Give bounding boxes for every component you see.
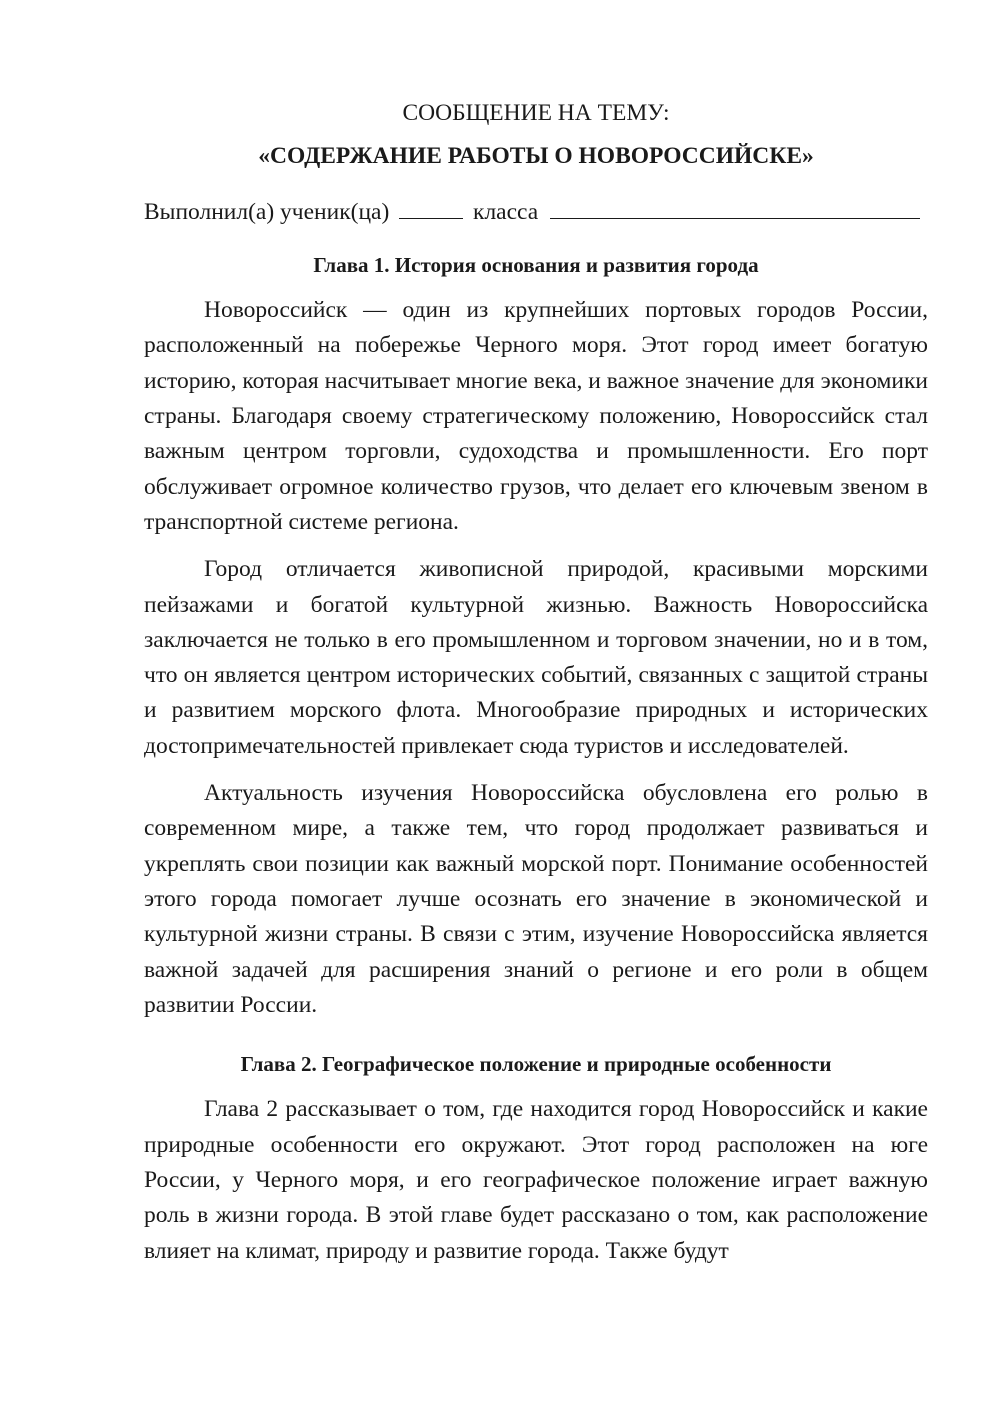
document-content xyxy=(144,96,928,1281)
student-name-blank xyxy=(550,196,920,219)
chapter2-heading: Глава 2. Географическое положение и природные особенности xyxy=(240,1052,832,1077)
chapter1-heading: Глава 1. История основания и развития города xyxy=(313,252,759,277)
chapter1-paragraph: Актуальность изучения Новороссийска обусловлена его ролью в современном мире, а также тем, что город продолжает развиваться и укреплять свои позиции как важный морской порт. Понимание особенностей этого города помогает лучше осознать его значение в экономической и культурной жизни страны. В связи с этим, изучение Новороссийска является важной задачей для расширения знаний о регионе и его роли в общем развитии России. xyxy=(144,780,928,1018)
chapter2-paragraph: Глава 2 рассказывает о том, где находится город Новороссийск и какие природные особенности его окружают. Этот город расположен на юге России, у Черного моря, и его географическое положение играет важную роль в жизни города. В этой главе будет рассказано о том, как расположение влияет на климат, природу и развитие города. Также будут xyxy=(144,1096,928,1264)
title-topic-line: СООБЩЕНИЕ НА ТЕМУ: xyxy=(402,100,670,126)
chapter1-paragraph: Новороссийск — один из крупнейших портовых городов России, расположенный на побережье Черного моря. Этот город имеет богатую историю, которая насчитывает многие века, и важное значение для экономики страны. Благодаря своему стратегическому положению, Новороссийск стал важным центром торговли, судоходства и промышленности. Его порт обслуживает огромное количество грузов, что делает его ключевым звеном в транспортной системе региона. xyxy=(144,297,928,535)
performer-student-label: Выполнил(а) ученик(ца) xyxy=(144,198,390,225)
class-number-blank xyxy=(399,196,463,219)
performer-class-label: класса xyxy=(473,198,539,225)
performer-line xyxy=(144,195,928,230)
chapter1-paragraph: Город отличается живописной природой, красивыми морскими пейзажами и богатой культурной жизнью. Важность Новороссийска заключается не только в его промышленном и торговом значении, но и в том, что он является центром исторических событий, связанных с защитой страны и развитием морского флота. Многообразие природных и исторических достопримечательностей привлекает сюда туристов и исследователей. xyxy=(144,556,928,759)
title-main: «СОДЕРЖАНИЕ РАБОТЫ О НОВОРОССИЙСКЕ» xyxy=(258,143,814,170)
